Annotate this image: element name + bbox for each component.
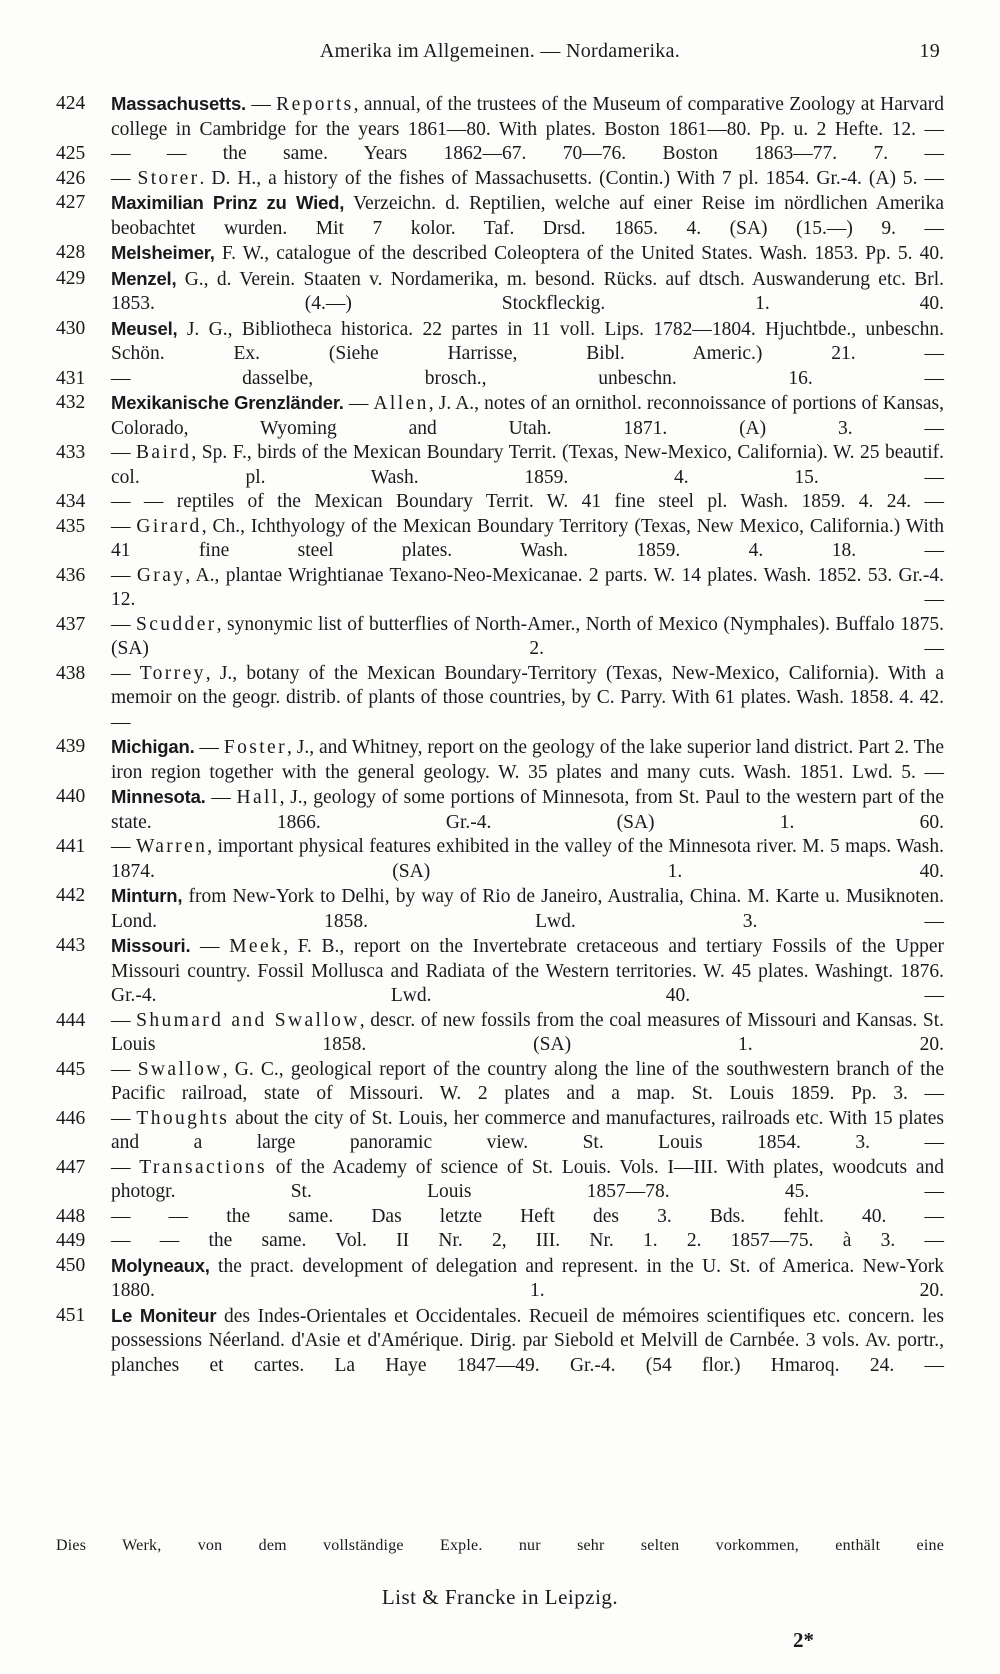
entry-text-part: —: [111, 515, 137, 537]
signature-mark: 2*: [793, 1628, 814, 1652]
entry-keyword: Maximilian Prinz zu Wied,: [111, 192, 345, 213]
entry-text-part: , Ch., Ichthyology of the Mexican Boundary Territory (Texas, New Mexico, California.) With 41 fine steel plates. Wash. 1859. 4. 18. —: [111, 515, 945, 561]
entry-keyword: Meusel,: [111, 317, 178, 339]
entry-text-part: —: [111, 836, 136, 857]
entry-text: [111, 564, 944, 613]
entry-text: [111, 391, 944, 441]
entry-text: [111, 267, 944, 317]
entry-author: Warren: [135, 836, 208, 857]
entry-author: Thoughts: [136, 1107, 230, 1129]
catalog-entry: [56, 1156, 944, 1205]
entry-number: 427: [56, 192, 86, 213]
entry-text-part: , important physical features exhibited in the valley of the Minnesota river. M. 5 maps. Wash. 1874. (SA) 1. 40.: [111, 836, 944, 882]
entry-text-part: —: [111, 613, 136, 635]
entry-author: Hall: [236, 787, 280, 808]
entry-author: Shumard and Swallow: [136, 1009, 360, 1031]
running-title: Amerika im Allgemeinen. — Nordamerika.: [319, 40, 681, 62]
entry-text: [111, 191, 944, 241]
entry-text: [111, 835, 944, 884]
page-number: 19: [919, 40, 940, 62]
entry-text: [111, 490, 944, 515]
entry-author: Baird: [136, 442, 192, 463]
entry-text-part: , Sp. F., birds of the Mexican Boundary Territ. (Texas, New-Mexico, California). W. 25 beautif. col. pl. Wash. 1859. 4. 15. —: [111, 442, 944, 488]
entry-text-part: , A., plantae Wrightianae Texano-Neo-Mexicanae. 2 parts. W. 14 plates. Wash. 1852. 53. Gr.-4. 12. —: [111, 564, 945, 610]
entry-number: 429: [56, 267, 86, 289]
entry-number: 441: [56, 836, 86, 857]
entry-number: 436: [56, 564, 86, 586]
entry-text: [111, 441, 944, 490]
catalog-entries: [56, 92, 944, 1378]
entry-author: Scudder: [135, 613, 217, 635]
catalog-entry: [56, 191, 944, 241]
catalog-entry: [56, 441, 944, 490]
catalog-entry: [56, 1254, 944, 1304]
entry-keyword: Menzel,: [111, 267, 177, 289]
entry-text-part: —: [111, 167, 138, 189]
entry-author: Foster: [223, 737, 287, 758]
entry-number: 442: [56, 885, 86, 906]
entry-number: 447: [56, 1156, 86, 1178]
entry-text-part: —: [111, 1058, 138, 1080]
entry-number: 426: [56, 167, 86, 189]
entry-number: 448: [56, 1205, 86, 1227]
catalog-entry: [56, 835, 944, 884]
entry-text-part: . D. H., a history of the fishes of Massachusetts. (Contin.) With 7 pl. 1854. Gr.-4. (A) 5. —: [199, 167, 945, 189]
catalog-entry: [56, 884, 944, 934]
catalog-entry: [56, 367, 944, 392]
catalog-entry: [56, 490, 944, 515]
entry-author: Gray: [136, 564, 186, 586]
entry-text-part: — dasselbe, brosch., unbeschn. 16. —: [111, 367, 944, 389]
catalog-entry: [56, 564, 944, 613]
entry-text-part: F. W., catalogue of the described Coleoptera of the United States. Wash. 1853. Pp. 5. 40.: [214, 243, 944, 264]
entry-number: 434: [56, 491, 86, 512]
catalog-entry: [56, 613, 944, 662]
entry-text-part: the pract. development of delegation and represent. in the U. St. of America. New-York 1880. 1. 20.: [111, 1255, 944, 1301]
entry-text-part: Verzeichn. d. Reptilien, welche auf einer Reise im nördlichen Amerika beobachtet wurden. Mit 7 kolor. Taf. Drsd. 1865. 4. (SA) (15.—) 9. —: [111, 193, 944, 239]
entry-text-part: , J. A., notes of an ornithol. reconnoissance of portions of Kansas, Colorado, Wyoming and Utah. 1871. (A) 3. —: [111, 393, 945, 439]
entry-keyword: Massachusetts.: [111, 93, 246, 114]
entry-text-part: —: [205, 787, 237, 808]
entry-text-part: , annual, of the trustees of the Museum of comparative Zoology at Harvard college in Cambridge for the years 1861—80. With plates. Boston 1861—80. Pp. u. 2 Hefte. 12. —: [111, 94, 945, 140]
catalog-entry: [56, 515, 944, 564]
entry-text: [111, 1229, 944, 1254]
entry-text-part: — — the same. Das letzte Heft des 3. Bds. fehlt. 40. —: [111, 1205, 944, 1227]
entry-author: Storer: [137, 167, 200, 189]
entry-author: Allen: [373, 393, 429, 414]
entry-number: 440: [56, 786, 86, 807]
entry-text-part: from New-York to Delhi, by way of Rio de Janeiro, Australia, China. M. Karte u. Musiknoten. Lond. 1858. Lwd. 3. —: [111, 886, 944, 932]
catalog-entry: [56, 785, 944, 835]
entry-text: [111, 167, 944, 192]
entry-author: Reports: [276, 94, 354, 115]
entry-text-part: , J., geology of some portions of Minnesota, from St. Paul to the western part of the state. 1866. Gr.-4. (SA) 1. 60.: [111, 787, 945, 833]
entry-text: [111, 317, 944, 367]
catalog-entry: [56, 92, 944, 142]
entry-number: 445: [56, 1058, 86, 1080]
entry-text: [111, 1058, 944, 1107]
entry-number: 432: [56, 392, 86, 413]
entry-number: 449: [56, 1230, 86, 1251]
entry-text-part: —: [111, 1156, 140, 1178]
entry-text: [111, 92, 944, 142]
entry-number: 438: [56, 662, 86, 684]
entry-text-part: —: [245, 94, 277, 115]
entry-keyword: Le Moniteur: [111, 1304, 217, 1326]
entry-text-part: —: [343, 393, 374, 414]
entry-text: [111, 1156, 944, 1205]
entry-text: [111, 1107, 944, 1156]
entry-keyword: Michigan.: [111, 736, 195, 757]
entry-number: 433: [56, 442, 86, 463]
catalog-entry: [56, 1304, 944, 1379]
entry-text: [111, 934, 944, 1009]
entry-number: 437: [56, 613, 86, 635]
entry-text: [111, 367, 944, 392]
catalog-entry: [56, 317, 944, 367]
entry-text-part: G., d. Verein. Staaten v. Nordamerika, m. besond. Rücks. auf dtsch. Auswanderung etc. Brl. 1853. (4.—) Stockfleckig. 1. 40.: [111, 268, 944, 314]
catalog-entry: [56, 934, 944, 1009]
catalog-entry: [56, 267, 944, 317]
entry-text-part: —: [111, 564, 137, 586]
running-header: [60, 40, 940, 80]
entry-text: [111, 785, 944, 835]
catalog-entry: [56, 241, 944, 267]
entry-text-part: , J., botany of the Mexican Boundary-Territory (Texas, New-Mexico, California). With a memoir on the geogr. distrib. of plants of those countries, by C. Parry. With 61 plates. Wash. 1858. 4. 42. —: [111, 662, 944, 733]
entry-number: 451: [56, 1304, 86, 1326]
catalog-entry: [56, 735, 944, 785]
entry-number: 450: [56, 1254, 86, 1276]
entry-text-part: J. G., Bibliotheca historica. 22 partes in 11 voll. Lips. 1782—1804. Hjuchtbde., unbeschn. Schön. Ex. (Siehe Harrisse, Bibl. Americ.) 21. —: [111, 318, 944, 364]
entry-number: 446: [56, 1107, 86, 1129]
entry-text: [111, 662, 944, 736]
entry-keyword: Minturn,: [111, 885, 183, 906]
catalog-entry: [56, 1107, 944, 1156]
entry-author: Meek: [229, 936, 284, 957]
catalog-entry: [56, 167, 944, 192]
entry-text-part: — — the same. Years 1862—67. 70—76. Boston 1863—77. 7. —: [111, 143, 944, 164]
footnote: Dies Werk, von dem vollständige Exple. nur sehr selten vorkommen, enthält eine: [56, 1537, 944, 1554]
catalog-entry: [56, 391, 944, 441]
entry-text-part: , G. C., geological report of the country along the line of the southwestern branch of the Pacific railroad, state of Missouri. W. 2 plates and a map. St. Louis 1859. Pp. 3. —: [111, 1058, 945, 1104]
catalog-entry: [56, 1058, 944, 1107]
entry-text-part: — — reptiles of the Mexican Boundary Territ. W. 41 fine steel pl. Wash. 1859. 4. 24. —: [111, 491, 944, 512]
entry-text: [111, 515, 944, 564]
entry-keyword: Mexikanische Grenzländer.: [111, 392, 344, 413]
entry-text-part: —: [111, 1009, 137, 1031]
entry-text-part: —: [194, 737, 224, 758]
entry-author: Transactions: [139, 1156, 268, 1178]
entry-text-part: about the city of St. Louis, her commerce and manufactures, railroads etc. With 15 plates and a large panoramic view. St. Louis 1854. 3. —: [111, 1107, 944, 1153]
entry-keyword: Molyneaux,: [111, 1254, 210, 1276]
entry-author: Girard: [136, 515, 202, 537]
entry-text-part: , J., and Whitney, report on the geology of the lake superior land district. Part 2. The iron region together with the general geology. W. 35 plates and many cuts. Wash. 1851. Lwd. 5. —: [111, 737, 944, 783]
entry-number: 428: [56, 242, 86, 263]
entry-number: 431: [56, 367, 86, 389]
entry-number: 425: [56, 143, 86, 164]
entry-text-part: of the Academy of science of St. Louis. Vols. I—III. With plates, woodcuts and photogr. St. Louis 1857—78. 45. —: [111, 1156, 945, 1202]
entry-number: 443: [56, 935, 86, 956]
catalog-entry: [56, 142, 944, 167]
catalog-entry: [56, 1009, 944, 1058]
catalog-entry: [56, 1205, 944, 1230]
entry-text-part: —: [190, 936, 230, 957]
entry-number: 424: [56, 93, 86, 114]
entry-number: 435: [56, 515, 86, 537]
entry-text: [111, 1009, 944, 1058]
catalog-entry: [56, 662, 944, 736]
entry-text: [111, 1254, 944, 1304]
entry-text: [111, 884, 944, 934]
entry-text-part: —: [111, 1107, 137, 1129]
entry-keyword: Melsheimer,: [111, 242, 215, 263]
entry-text-part: —: [111, 442, 137, 463]
entry-text-part: , F. B., report on the Invertebrate cretaceous and tertiary Fossils of the Upper Missouri country. Fossil Mollusca and Radiata of the Western territories. W. 45 plates. Washingt. 1876. Gr.-4. Lwd. 40. —: [111, 936, 944, 1006]
publisher-line: List & Francke in Leipzig.: [381, 1585, 619, 1609]
entry-text-part: — — the same. Vol. II Nr. 2, III. Nr. 1. 2. 1857—75. à 3. —: [111, 1230, 944, 1251]
entry-text-part: —: [111, 662, 140, 684]
entry-text-part: des Indes-Orientales et Occidentales. Recueil de mémoires scientifiques etc. concern. les possessions Néerland. d'Asie et d'Amérique. Dirig. par Siebold et Melvill de Carnbée. 3 vols. Av. portr., planches et cartes. La Haye 1847—49. Gr.-4. (54 flor.) Hmaroq. 24. —: [111, 1305, 944, 1376]
entry-author: Swallow: [137, 1058, 223, 1080]
entry-author: Torrey: [139, 662, 206, 684]
entry-keyword: Minnesota.: [111, 786, 206, 807]
entry-text: [111, 613, 944, 662]
entry-keyword: Missouri.: [111, 935, 191, 956]
entry-text: [111, 735, 944, 785]
entry-number: 430: [56, 317, 86, 339]
entry-number: 444: [56, 1009, 86, 1031]
entry-number: 439: [56, 736, 86, 757]
catalog-entry: [56, 1229, 944, 1254]
entry-text: [111, 142, 944, 167]
entry-text: [111, 1304, 944, 1379]
entry-text-part: , descr. of new fossils from the coal measures of Missouri and Kansas. St. Louis 1858. (SA) 1. 20.: [111, 1009, 945, 1055]
entry-text: [111, 241, 944, 267]
entry-text: [111, 1205, 944, 1230]
entry-text-part: , synonymic list of butterflies of North-Amer., North of Mexico (Nymphales). Buffalo 1875. (SA) 2. —: [111, 613, 944, 659]
